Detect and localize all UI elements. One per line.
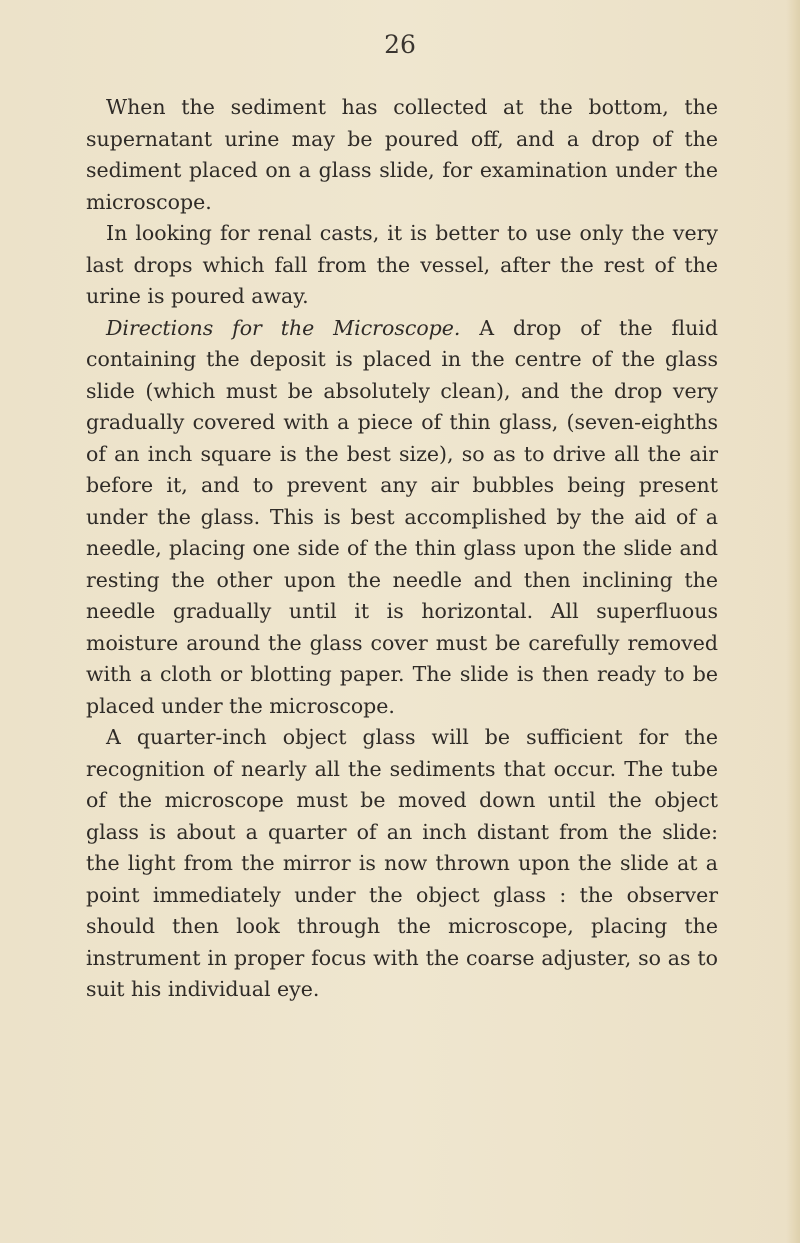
paragraph-directions [86, 313, 718, 723]
paragraph-object-glass: A quarter-inch object glass will be sufficient for the recognition of nearly all the sediments that occur. The tube of the microscope must be moved down until the object glass is about a quarter of an inch distant from the slide: the light from the mirror is now thrown upon the slide at a point immediately under the object glass : the observer should then look through the microscope, placing the instrument in proper focus with the coarse adjuster, so as to suit his individual eye. [86, 725, 718, 1001]
body-text [86, 92, 718, 1006]
paragraph-renal-casts: In looking for renal casts, it is better to use only the very last drops which fall from the vessel, after the rest of the urine is poured away. [86, 221, 718, 308]
paragraph-sediment: When the sediment has collected at the bottom, the supernatant urine may be poured off, and a drop of the sediment placed on a glass slide, for examination under the microscope. [86, 95, 718, 214]
section-heading-directions: Directions for the Microscope. [106, 315, 461, 340]
page-edge-shadow [786, 0, 800, 1243]
page-number: 26 [384, 30, 416, 59]
paragraph-directions-body: A drop of the fluid containing the deposit is placed in the centre of the glass slide (which must be absolutely clean), and the drop very gradually covered with a piece of thin glass, (seven-eighths of an inch square is the best size), so as to drive all the air before it, and to prevent any air bubbles being present under the glass. This is best accomplished by the aid of a needle, placing one side of the thin glass upon the slide and resting the other upon the needle and then inclining the needle gradually until it is horizontal. All superfluous moisture around the glass cover must be carefully removed with a cloth or blotting paper. The slide is then ready to be placed under the microscope. [86, 315, 718, 718]
